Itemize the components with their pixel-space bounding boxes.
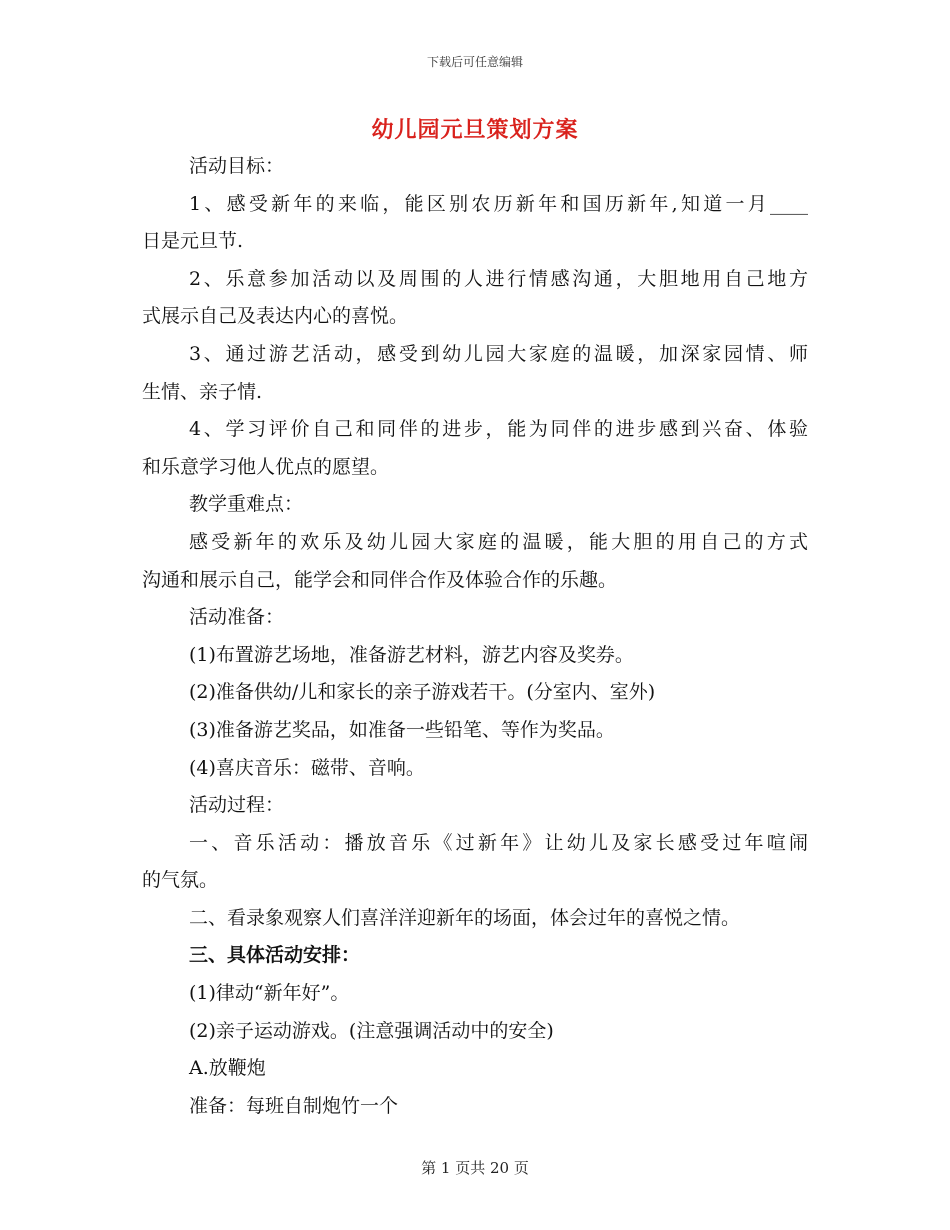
- paragraph-line: 1、感受新年的来临，能区别农历新年和国历新年,知道一月____: [189, 192, 808, 215]
- paragraph-line: 生情、亲子情.: [142, 380, 263, 403]
- section-heading-schedule: 三、具体活动安排：: [189, 944, 361, 967]
- section-heading-process: 活动过程：: [189, 794, 285, 817]
- paragraph-line: 和乐意学习他人优点的愿望。: [142, 455, 390, 478]
- paragraph-line: 3、通过游艺活动，感受到幼儿园大家庭的温暖，加深家园情、师: [189, 342, 808, 365]
- paragraph-line: 的气氛。: [142, 869, 219, 892]
- document-body: [142, 148, 808, 1125]
- paragraph-line: 4、学习评价自己和同伴的进步，能为同伴的进步感到兴奋、体验: [189, 418, 808, 441]
- section-heading-key-points: 教学重难点：: [189, 493, 304, 516]
- paragraph-line: 二、看录象观察人们喜洋洋迎新年的场面，体会过年的喜悦之情。: [189, 906, 741, 929]
- paragraph-line: 一、音乐活动：播放音乐《过新年》让幼儿及家长感受过年喧闹: [189, 831, 808, 854]
- paragraph-line: 准备：每班自制炮竹一个: [189, 1094, 399, 1117]
- list-item: (4)喜庆音乐：磁带、音响。: [189, 756, 425, 779]
- paragraph-line: 2、乐意参加活动以及周围的人进行情感沟通，大胆地用自己地方: [189, 267, 808, 290]
- list-item: (2)准备供幼/儿和家长的亲子游戏若干。(分室内、室外): [189, 681, 656, 704]
- list-item: (2)亲子运动游戏。(注意强调活动中的安全): [189, 1019, 554, 1042]
- document-title: 幼儿园元旦策划方案: [371, 118, 579, 143]
- list-item: (3)准备游艺奖品，如准备一些铅笔、等作为奖品。: [189, 718, 615, 741]
- list-item: (1)律动“新年好”。: [189, 982, 350, 1005]
- section-heading-goals: 活动目标：: [189, 155, 285, 177]
- paragraph-line: 感受新年的欢乐及幼儿园大家庭的温暖，能大胆的用自己的方式: [189, 530, 808, 553]
- section-heading-preparation: 活动准备：: [189, 606, 285, 629]
- paragraph-line: 日是元旦节.: [142, 230, 244, 253]
- paragraph-line: 式展示自己及表达内心的喜悦。: [142, 305, 409, 328]
- page-footer: 第 1 页共 20 页: [421, 1159, 529, 1177]
- header-note: 下载后可任意编辑: [426, 55, 523, 69]
- paragraph-line: 沟通和展示自己，能学会和同伴合作及体验合作的乐趣。: [142, 568, 618, 591]
- list-item: (1)布置游艺场地，准备游艺材料，游艺内容及奖券。: [189, 643, 634, 666]
- list-item: A.放鞭炮: [189, 1057, 266, 1080]
